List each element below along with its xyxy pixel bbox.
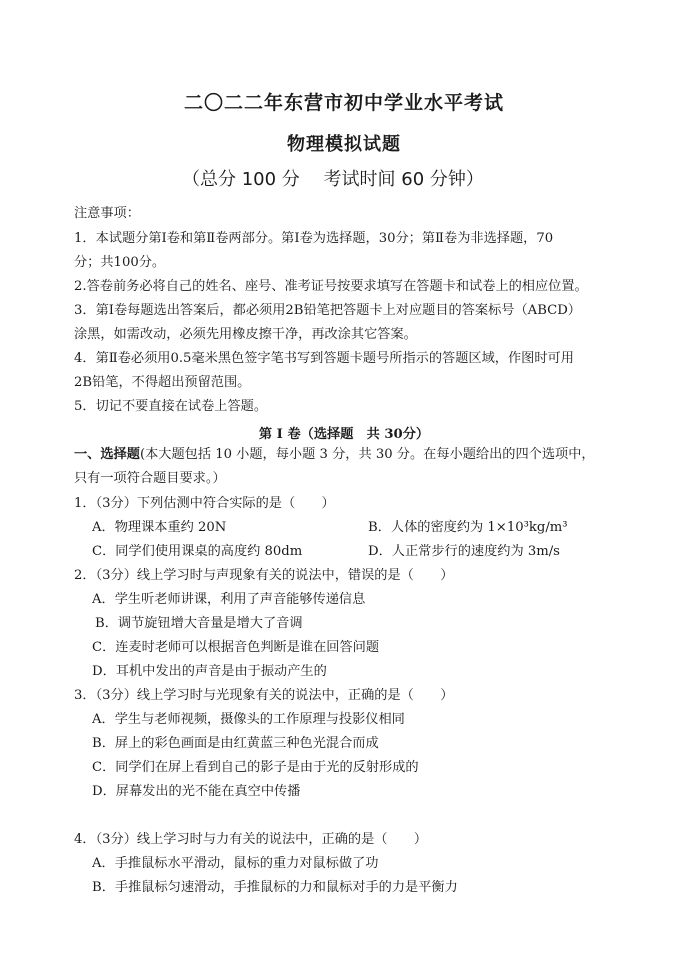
question-1-option-c: C．同学们使用课桌的高度约 80dm [92, 544, 303, 559]
question-2-option-c: C．连麦时老师可以根据音色判断是谁在回答问题 [92, 640, 380, 655]
section-title: 第 Ⅰ 卷（选择题 共 30分） [258, 427, 430, 442]
question-4-option-b: B．手推鼠标匀速滑动，手推鼠标的力和鼠标对手的力是平衡力 [92, 880, 458, 895]
note-line: 分；共100分。 [74, 255, 166, 270]
question-2-option-b: B．调节旋钮增大音量是增大了音调 [95, 616, 303, 631]
exam-title: 二〇二二年东营市初中学业水平考试 [183, 92, 504, 114]
section-intro-line2: 只有一项符合题目要求。） [74, 471, 226, 486]
question-3-option-a: A．学生与老师视频，摄像头的工作原理与投影仪相同 [92, 712, 405, 727]
section-intro-label: 一、选择题 [74, 447, 140, 462]
note-line: 3．第Ⅰ卷每题选出答案后，都必须用2B铅笔把答题卡上对应题目的答案标号（ABCD） [74, 303, 581, 318]
section-intro [74, 447, 595, 463]
question-2-option-a: A．学生听老师讲课，利用了声音能够传递信息 [92, 592, 366, 607]
question-3-stem: 3．（3分）线上学习时与光现象有关的说法中，正确的是（ ） [74, 688, 454, 703]
question-3-option-c: C．同学们在屏上看到自己的影子是由于光的反射形成的 [92, 760, 419, 775]
exam-subtitle: 物理模拟试题 [287, 134, 401, 155]
question-1-stem: 1．（3分）下列估测中符合实际的是（ ） [74, 496, 335, 511]
note-line: 4．第Ⅱ卷必须用0.5毫米黑色签字笔书写到答题卡题号所指示的答题区域，作图时可用 [74, 351, 574, 366]
note-line: 2.答卷前务必将自己的姓名、座号、准考证号按要求填写在答题卡和试卷上的相应位置。 [74, 279, 588, 294]
note-line: 2B铅笔，不得超出预留范围。 [74, 375, 251, 390]
question-3-option-d: D．屏幕发出的光不能在真空中传播 [92, 784, 301, 799]
question-1-option-d: D．人正常步行的速度约为 3m/s [368, 544, 560, 559]
question-1-option-a: A．物理课本重约 20N [92, 520, 227, 535]
section-intro-text: (本大题包括 10 小题，每小题 3 分，共 30 分。在每小题给出的四个选项中， [139, 447, 595, 462]
question-1-option-b: B．人体的密度约为 1×10³kg/m³ [368, 520, 568, 535]
question-3-option-b: B．屏上的彩色画面是由红黄蓝三种色光混合而成 [92, 736, 379, 751]
question-4-stem: 4．（3分）线上学习时与力有关的说法中，正确的是（ ） [74, 832, 428, 847]
question-4-option-a: A．手推鼠标水平滑动，鼠标的重力对鼠标做了功 [92, 856, 379, 871]
question-2-stem: 2．（3分）线上学习时与声现象有关的说法中，错误的是（ ） [74, 568, 454, 583]
exam-info: （总分 100 分 考试时间 60 分钟） [182, 169, 484, 190]
question-2-option-d: D．耳机中发出的声音是由于振动产生的 [92, 664, 327, 679]
note-line: 1．本试题分第Ⅰ卷和第Ⅱ卷两部分。第Ⅰ卷为选择题，30分；第Ⅱ卷为非选择题，70 [74, 231, 554, 246]
note-line: 5．切记不要直接在试卷上答题。 [74, 399, 268, 414]
note-line: 涂黑，如需改动，必须先用橡皮擦干净，再改涂其它答案。 [74, 327, 417, 342]
notes-heading: 注意事项： [74, 206, 140, 221]
